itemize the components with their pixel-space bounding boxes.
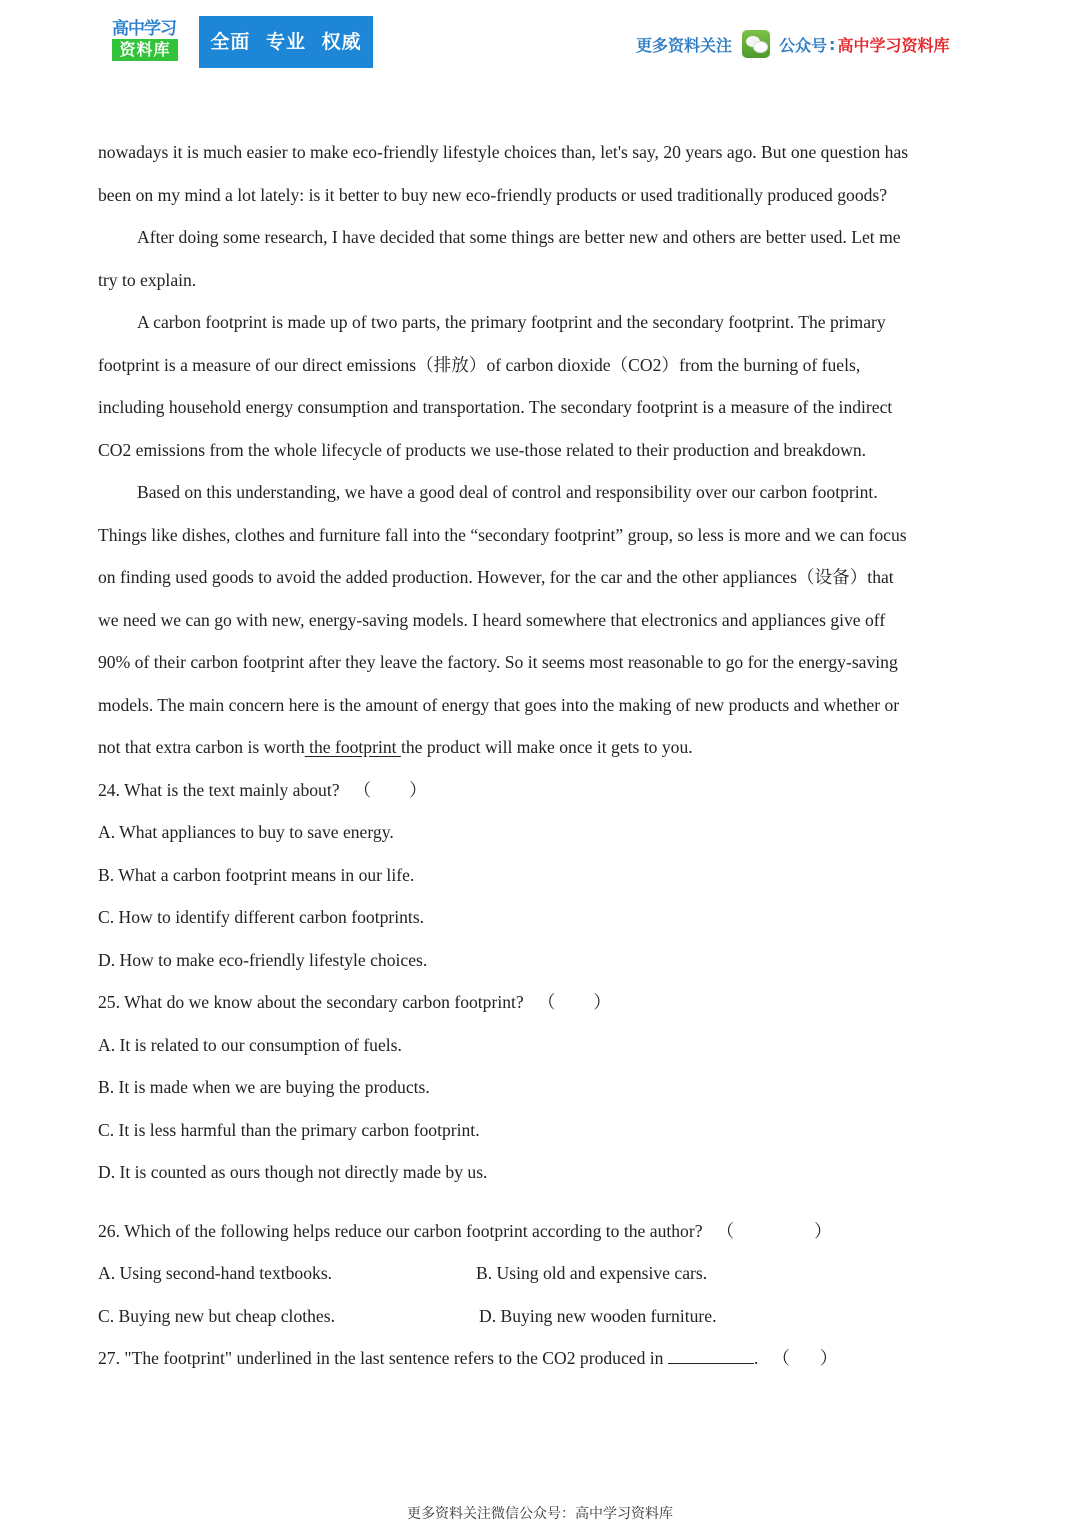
colon: : [829, 34, 836, 54]
logo [112, 19, 182, 61]
option-c: C. How to identify different carbon footprints. [98, 907, 425, 927]
option-b: B. Using old and expensive cars. [476, 1263, 708, 1283]
passage-line: nowadays it is much easier to make eco-friendly lifestyle choices than, let's say, 20 years ago. But one question has [98, 142, 909, 162]
underlined-phrase: the footprint [304, 737, 401, 757]
passage-line: Based on this understanding, we have a good deal of control and responsibility over our carbon footprint. [137, 482, 878, 502]
public-account-name: 高中学习资料库 [837, 35, 950, 55]
option-b: B. It is made when we are buying the products. [98, 1077, 430, 1097]
passage-line: on finding used goods to avoid the added production. However, for the car and the other appliances（设备）that [98, 567, 894, 587]
passage-line: try to explain. [98, 269, 197, 290]
slogan-authoritative: 权威 [321, 31, 362, 53]
wechat-icon [742, 30, 770, 58]
passage-line: A carbon footprint is made up of two parts, the primary footprint and the secondary footprint. The primary [137, 312, 886, 332]
passage-line: After doing some research, I have decided that some things are better new and others are better used. Let me [137, 227, 901, 247]
passage-line: Things like dishes, clothes and furniture fall into the “secondary footprint” group, so less is more and we can focus [98, 524, 907, 545]
question-27 [98, 1337, 988, 1380]
passage-line: we need we can go with new, energy-saving models. I heard somewhere that electronics and appliances give off [98, 609, 886, 630]
answer-blank[interactable]: （ ） [353, 779, 427, 800]
question-stem: 25. What do we know about the secondary carbon footprint? [98, 992, 524, 1012]
last-line-before: not that extra carbon is worth [98, 737, 305, 757]
slogan-professional: 专业 [265, 31, 306, 53]
passage-last-line [98, 726, 988, 769]
option-d: D. It is counted as ours though not directly made by us. [98, 1162, 488, 1182]
answer-blank[interactable]: （ ） [537, 992, 611, 1012]
question-25 [98, 981, 988, 1024]
question-stem: 26. Which of the following helps reduce our carbon footprint according to the author? [98, 1220, 703, 1241]
question-stem: 27. "The footprint" underlined in the last sentence refers to the CO2 produced in [98, 1348, 664, 1368]
passage-line: 90% of their carbon footprint after they leave the factory. So it seems most reasonable to go for the energy-saving [98, 652, 898, 672]
answer-blank[interactable]: （ ） [772, 1348, 838, 1368]
logo-line2: 资料库 [112, 39, 178, 61]
last-line-after: the product will make once it gets to you. [400, 737, 693, 757]
option-c: C. Buying new but cheap clothes. [98, 1305, 335, 1326]
question-26 [98, 1210, 988, 1253]
option-d: D. How to make eco-friendly lifestyle choices. [98, 949, 428, 970]
option-a: A. Using second-hand textbooks. [98, 1263, 333, 1283]
passage-line: models. The main concern here is the amount of energy that goes into the making of new products and whether or [98, 694, 900, 715]
fill-in-blank[interactable] [668, 1345, 754, 1364]
slogan-comprehensive: 全面 [210, 31, 251, 53]
passage-line: CO2 emissions from the whole lifecycle of products we use-those related to their production and breakdown. [98, 439, 867, 460]
option-a: A. What appliances to buy to save energy. [98, 822, 394, 842]
question-stem: 24. What is the text mainly about? [98, 779, 340, 800]
public-account-label: 公众号 [779, 35, 828, 55]
follow-promo [636, 28, 949, 60]
follow-text: 更多资料关注 [636, 35, 733, 55]
passage-line: footprint is a measure of our direct emissions（排放）of carbon dioxide（CO2）from the burning of fuels, [98, 354, 861, 375]
option-b: B. What a carbon footprint means in our life. [98, 864, 415, 885]
document-body [98, 131, 988, 1380]
logo-line1: 高中学习 [112, 19, 176, 39]
options-row [98, 1252, 988, 1295]
option-a: A. It is related to our consumption of fuels. [98, 1034, 402, 1055]
passage-line: including household energy consumption and transportation. The secondary footprint is a measure of the indirect [98, 397, 893, 417]
passage-line: been on my mind a lot lately: is it better to buy new eco-friendly products or used traditionally produced goods? [98, 184, 888, 205]
footer-note: 更多资料关注微信公众号：高中学习资料库 [407, 1506, 673, 1522]
slogan-banner [199, 16, 373, 68]
answer-blank[interactable]: （ ） [716, 1220, 832, 1241]
option-d: D. Buying new wooden furniture. [479, 1305, 717, 1326]
question-24 [98, 769, 988, 812]
period: . [753, 1348, 759, 1368]
options-row [98, 1295, 988, 1338]
option-c: C. It is less harmful than the primary carbon footprint. [98, 1119, 480, 1140]
